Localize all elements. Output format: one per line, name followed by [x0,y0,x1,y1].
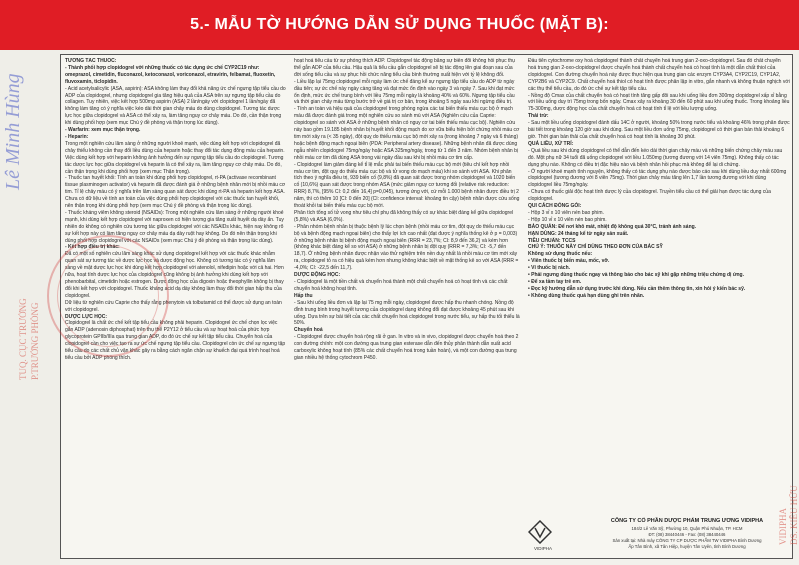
paragraph: • Không dùng thuốc quá hạn dùng ghi trên nhãn. [528,292,645,299]
company-phone: ĐT: (08) 38440446 - Fax: (08) 38440446 [648,532,726,537]
column-middle [294,58,520,555]
header-banner [0,0,799,50]
paragraph: - Phân nhóm bệnh nhân bị thuộc bệnh lý lúc chọn bệnh (nhồi máu cơ tim, đột quỵ do thiếu máu cục bộ và bệnh động mạch ngoại biên) cho thấy lợi ích cao nhất (đạt được ý nghĩa thống kê ở p = 0,003) ở những bệnh nhân bị bệnh động mạch ngoại biên (RRR = 23,7%; CI: 8,9 đến 36,2) và kém hơn (không khác biệt đáng kể so với ASA) ở những bệnh nhân bị đột quỵ (RRR = 7,3%; CI: -5,7 đến 18,7). Ở những bệnh nhân được nhận vào thử nghiệm trên nền duy nhất là nhồi máu cơ tim mới xảy ra, clopidogrel tỏ ra có hiệu quả kém hơn nhưng không khác biệt về mặt thống kê so với ASA (RRR = -4,0%; CI: -22,5 đến 11,7). [294,223,519,272]
paragraph: • Vỉ thuốc bị rách. [528,265,571,272]
paragraph: - Acid acetylsalicylic (ASA, aspirin): ASA không làm thay đổi khả năng ức chế ngưng tập tiểu cầu do ADP của clopidogrel, nhưng clopidogrel gia tăng hiệu quả của ASA trên sự ngưng tập tiểu cầu do collagen. Tuy nhiên, việc kết hợp 500mg aspirin (ASA) 2 lần/ngày với clopidogrel 1 lần/ngày đã không làm tăng có ý nghĩa việc kéo dài thời gian chảy máu do dùng clopidogrel. Tương tác dược lực học giữa clopidogrel và ASA có thể xảy ra, làm tăng nguy cơ chảy máu. Do đó, cần thận trọng khi dùng phối hợp (xem mục Chú ý đề phòng và thận trọng lúc dùng). [65,85,286,127]
section-heading: TIÊU CHUẨN: TCCS [528,237,576,244]
paragraph: - Hộp 3 vỉ x 10 viên nén bao phim. [528,209,604,216]
section-heading: TƯƠNG TÁC THUỐC: [65,58,117,64]
section-heading: QUI CÁCH ĐÓNG GÓI: [528,203,582,210]
company-block [528,516,790,556]
stamp-line-1: TUQ. CỤC TRƯỞNG [18,298,28,380]
paragraph: Trong một nghiên cứu lâm sàng ở những người khoẻ mạnh, việc dùng kết hợp với clopidogrel đã chảy thiểu không cần thay đổi liều dùng của heparin hoặc thay đổi tác dụng đông máu của heparin. Việc dùng kết hợp với heparin không ảnh hưởng đến sự ngưng tập tiểu cầu do clopidogrel. Tương tác dược lực học giữa clopidogrel và heparin là có thể xảy ra, làm tăng nguy cơ chảy máu. Do đó, cần thận trọng khi dùng phối hợp (xem mục Thận trọng). [65,140,285,175]
column-right [528,58,790,555]
page-title: 5.- MẪU TỜ HƯỚNG DẪN SỬ DỤNG THUỐC (MẶT B): [190,16,609,33]
paragraph: Đầu tiên cytochrome oxy hoá clopidogrel thành chất chuyển hoá trung gian 2-oxo-clopidogrel. Sau đó chất chuyển hoá trung gian 2-oxo-clopidogrel được chuyển hoá thành chất chuyển hoá có hoạt tính là một dẫn chất thiol của clopidogrel. Con đường chuyển hoá này được thực hiện qua trung gian các enzym CYP3A4, CYP2C19, CYP1A2, CYP2B6 và CYP2C9. Chất chuyển hoá thiol có hoạt tính được phân lập in vitro, gắn nhanh và không thuận nghịch với các thụ thể tiểu cầu, do đó ức chế sự kết tập tiểu cầu. [528,58,790,92]
paragraph: - Tính an toàn và hiệu quả của clopidogrel trong phòng ngừa các tai biến thiếu máu cục bộ ở mạch máu đã được đánh giá trong một nghiên cứu so sánh mù với ASA (Nghiên cứu của Caprie: clopidogrel so sánh với ASA ở những bệnh nhân có nguy cơ tai biến thiếu máu cục bộ). Nghiên cứu này bao gồm 19.185 bệnh nhân bị huyết khối động mạch do xơ vữa biểu hiện bởi chứng nhồi máu cơ tim mới xảy ra (< 35 ngày), đột quỵ do thiếu máu cục bộ mới xảy ra (trong khoảng 7 ngày và 6 tháng) hoặc bệnh động mạch ngoại biên (PDA: Peripheral artery disease). Những bệnh nhân đã được dùng ngẫu nhiên clopidogrel 75mg/ngày hoặc ASA 325mg/ngày, trong từ 1 đến 3 năm. Nhóm bệnh nhân bị nhồi máu cơ tim đã dùng ASA trong vài ngày đầu sau khi bị nhồi máu cơ tim cấp. [294,106,520,161]
paragraph: - Thuốc tan huyết khối: Tính an toàn khi dùng phối hợp clopidogrel, rt-PA (activase recombinant tissue plasminogen activator) và heparin đã được đánh giá ở những bệnh nhân mới bị nhồi máu cơ tim. Tỉ lệ chảy máu có ý nghĩa trên lâm sàng quan sát được khi dùng rt-PA và heparin kết hợp ASA. Chưa có dữ liệu về tính an toàn của việc dùng phối hợp clopidogrel với các thuốc tan huyết khối, nên thận trọng khi dùng phối hợp (xem mục Chú ý đề phòng và thận trọng lúc dùng). [65,175,286,210]
paragraph: Không sử dụng thuốc nếu: [528,251,593,258]
paragraph: - Warfarin: xem mục thận trọng. [65,127,141,134]
section-heading: HẠN DÙNG: 24 tháng kể từ ngày sản xuất. [528,230,629,237]
paragraph: Đã có một số nghiên cứu lâm sàng khác sử dụng clopidogrel kết hợp với các thuốc khác nhằm quan sát sự tương tác về dược lực học và dược động học. Không có tương tác có ý nghĩa lâm sàng về mặt dược lực học khi dùng kết hợp clopidogrel với atenolol, nifedipin hoặc với cả hai. Hơn nữa, hoạt tính dược lực học của clopidogrel cũng không bị ảnh hưởng khi dùng kết hợp với phenobarbital, cimetidin hoặc estrogen. Dược động học của digoxin hoặc theophyllin không bị thay đổi khi kết hợp với clopidogrel. Thuốc kháng acid dạ dày không làm thay đổi thời gian hấp thu của clopidogrel. [65,251,284,299]
signature: Lê Minh Hùng [2,73,24,190]
paragraph: - Sau khi uống liều đơn và lặp lại 75 mg mỗi ngày, clopidogrel được hấp thu nhanh chóng. Nồng độ đỉnh trung bình trong huyết tương của clopidogrel dạng không đổi đạt được khoảng 45 phút sau khi uống. Dựa trên sự bài tiết của các chất chuyển hoá clopidogrel trong nước tiểu, sự hấp thu tối thiểu là 50%. [294,299,520,327]
logo-caption: VIDIPHA [533,546,552,551]
paragraph: - Quá liều sau khi dùng clopidogrel có thể dẫn đến kéo dài thời gian chảy máu và những biến chứng chảy máu sau đó. Một phụ nữ 34 tuổi đã uống clopidogrel với liều 1.050mg (tương đương với 14 viên 75mg). Không thấy có tác dụng phụ nào. Không có điều trị đặc hiệu nào và bệnh nhân hồi phục mà không để lại di chứng. [528,147,783,168]
paragraph: Dữ liệu từ nghiên cứu Caprie cho thấy rằng phenytoin và tolbutamid có thể được sử dụng an toàn với clopidogrel. [65,299,282,313]
section-heading: BẢO QUẢN: Để nơi khô mát, nhiệt độ không quá 30°C, tránh ánh sáng. [528,223,697,230]
paragraph: - Chưa có thuốc giải độc hoạt tính dược lý của clopidogrel. Truyền tiểu cầu có thể giải hạn được tác dụng của clopidogrel. [528,189,771,203]
section-heading: DƯỢC LỰC HỌC: [65,313,108,320]
paragraph: • Đọc kỹ hướng dẫn sử dụng trước khi dùng. Nếu cần thêm thông tin, xin hỏi ý kiến bác sỹ. [528,285,746,292]
company-factory: Sản xuất tại: Nhà máy CÔNG TY CP DƯỢC PHẨM TW VIDIPHA Bình Dương [612,538,762,543]
paragraph: - Hộp 10 vỉ x 10 viên nén bao phim. [528,216,607,223]
paragraph: • Phải ngưng dùng thuốc ngay và thông báo cho bác sỹ khi gặp những triệu chứng dị ứng. [528,272,744,279]
section-heading: QUÁ LIỀU, XỬ TRÍ: [528,140,574,147]
stamp-right-2: DS. KIỀU HỮU [789,485,799,545]
paragraph: - Sau một liều uống clopidogrel đánh dấu 14C ở người, khoảng 50% trong nước tiểu và khoảng 46% trong phân được bài tiết trong khoảng 120 giờ sau khi dùng. Sau một liều đơn uống 75mg, clopidogrel có thời gian bán thải khoảng 6 giờ. Thời gian bán thải của chất chuyển hoá có hoạt tính là khoảng 30 phút. [528,120,790,140]
paragraph: Hấp thu [294,292,313,299]
paragraph: Phân tích tổng số tử vong như tiêu chí phụ đã không thấy có sự khác biệt đáng kể giữa clopidogrel (5,8%) và ASA (6,0%). [294,209,514,223]
paragraph: • Viên thuốc bị biến màu, mốc, vỡ. [528,258,610,265]
paragraph: - Thành phối hợp clopidogrel với những thuốc có tác dụng ức chế CYP2C19 như: omeprazol, cimetidin, fluconazol, ketoconazol, voriconazol, etravirin, felbamat, fluoxetin, fluvoxamin, ticlopidin. [65,64,276,85]
paragraph: - Nồng độ Cmax của chất chuyển hoá có hoạt tính tăng gấp đôi sau khi uống liều đơn 300mg clopidogrel xấp xỉ bằng với liều uống duy trì 75mg trong bốn ngày. Cmax xảy ra khoảng 30 đến 60 phút sau khi uống thuốc. Trong khoảng liều 75-300mg, dược động học của chất chuyển hoá có hoạt tính tỉ lệ với liều lượng uống. [528,92,790,113]
paragraph: • Để xa tầm tay trẻ em. [528,279,582,285]
paragraph: - Clopidogrel làm giảm đáng kể tỉ lệ mắc phải tai biến thiếu máu cục bộ mới (tiêu chí kết hợp nhồi máu cơ tim, đột quỵ do thiếu máu cục bộ và tử vong do mạch máu) khi so sánh với ASA. Khi phân tích theo ý nghĩa điều trị, 939 biến cố (9,8%) đã quan sát được trong nhóm clopidogrel và 1020 biến cố (10,6%) quan sát được trong nhóm ASA (mức giảm nguy cơ tương đối (relative risk reduction: RRR) 8,7%, [95% CI: 0,2 đến 16,4] p=0,045), tương ứng với, cứ mỗi 1.000 bệnh nhân được điều trị 2 năm, thì có thêm 10 [CI: 0 đến 20] (CI: confidence interval: khoảng tin cậy) bệnh nhân được cứu sống thoát khỏi tai biến thiếu máu cục bộ mới. [294,161,520,210]
paragraph: - Clopidogrel là một tiền chất và chuyển hoá thành một chất chuyển hoá có hoạt tính và các chất chuyển hoá không hoạt tính. [294,279,508,292]
paragraph: Chuyển hoá [294,327,323,334]
company-factory-address: Ấp Tân Bình, xã Tân Hiệp, huyện Tân Uyên, tỉnh Bình Dương [628,544,746,549]
paragraph: - Clopidogrel được chuyển hoá rộng rãi ở gan. In vitro và in vivo, clopidogrel được chuyển hoá theo 2 con đường chính: một con đường qua trung gian esterase dẫn đến thủy phân thành dẫn xuất acid carboxylic không hoạt tính (85% các chất chuyển hoá trong tuần hoàn), và một con đường qua trung gian nhiều hệ thống cytochrom P450. [294,334,519,361]
paragraph: - Heparin: [65,133,89,140]
paragraph: hoạt hoá tiểu cầu từ sự phóng thích ADP. Clopidogrel tác động bằng sự biến đổi không hồi phục thụ thể gắn ADP của tiểu cầu. Hậu quả là tiểu cầu gắn clopidogrel sẽ bị tác động lên giai đoạn sau của đời sống tiểu cầu và sự phục hồi chức năng tiểu cầu bình thường xuất hiện với tỷ lệ không đổi. [294,58,515,78]
stamp-right-1: VIDIPHA [778,508,788,545]
stamp-line-2: P.TRƯỞNG PHÒNG [30,302,40,380]
paragraph: Thải trừ: [528,113,549,120]
vidipha-logo-icon [528,520,552,544]
paragraph: - Thuốc kháng viêm không steroid (NSAIDs): Trong một nghiên cứu lâm sàng ở những người khoẻ mạnh, khi dùng kết hợp clopidogrel với naproxen có hiện tượng gia tăng xuất huyết dạ dày ẩn. Tuy nhiên do không có nghiên cứu tương tác giữa clopidogrel với các NSAIDs khác, hiện nay không rõ sự kết hợp này có làm tăng nguy cơ chảy máu dạ dày ruột hay không. Do đó nên thận trọng khi dùng phối hợp clopidogrel với các NSAIDs (xem mục Chú ý đề phòng và thận trọng lúc dùng). [65,209,284,244]
company-address: 184/2 Lê Văn Sỹ, Phường 10, Quận Phú Nhuận, TP. HCM [631,526,743,531]
company-name: CÔNG TY CỔ PHẦN DƯỢC PHẨM TRUNG ƯƠNG VIDIPHA [610,518,764,524]
round-stamp [47,235,169,357]
paragraph: - Liều lặp lại 75mg clopidogrel mỗi ngày làm ức chế đáng kể sự ngưng tập tiểu cầu do ADP từ ngày đầu tiên; sự ức chế này ngày càng tăng và đạt mức ổn định vào ngày 3 và ngày 7. Sau khi đạt mức ổn định, mức ức chế trung bình với liều 75mg mỗi ngày là khoảng 40% và 60%. Ngưng tập tiểu cầu và thời gian chảy máu từng bước trở về giá trị cơ bản, trong khoảng 5 ngày sau khi ngừng điều trị. [294,78,515,106]
section-heading: DƯỢC ĐỘNG HỌC: [294,272,341,279]
paragraph: - Ở người khoẻ mạnh tình nguyện, không thấy có tác dụng phụ nào được báo cáo sau khi dùng liều duy nhất 600mg clopidogrel (tương đương với 8 viên 75mg). Thời gian chảy máu tăng lên 1,7 lần tương đương với khi dùng clopidogrel liều 75mg/ngày. [528,168,787,189]
paragraph: - Kết hợp điều trị khác: [65,244,120,251]
paragraph: Clopidogrel là chất ức chế kết tập tiểu cầu không phải heparin. Clopidogrel ức chế chọn lọc việc gắn ADP (adenosin diphosphat) trên thụ thể P2Y12 ở tiểu cầu và sự hoạt hoá của phức hợp glycoprotein GPIIb/IIIa qua trung gian ADP, do đó ức chế sự kết tập tiểu cầu. Chuyển hoá của clopidogrel cần cho việc tạo ra sự ức chế ngưng tập tiểu cầu. Clopidogrel còn ức chế sự ngưng tập tiểu cầu do các chất chủ vận khác gây ra bằng cách ngăn chặn sự khuếch đại quá trình hoạt hoá tiểu cầu bởi ADP phóng thích. [65,320,286,361]
document-body [60,54,793,559]
section-heading: CHÚ Ý: THUỐC NÀY CHỈ DÙNG THEO ĐƠN CỦA BÁC SỸ [528,244,663,251]
